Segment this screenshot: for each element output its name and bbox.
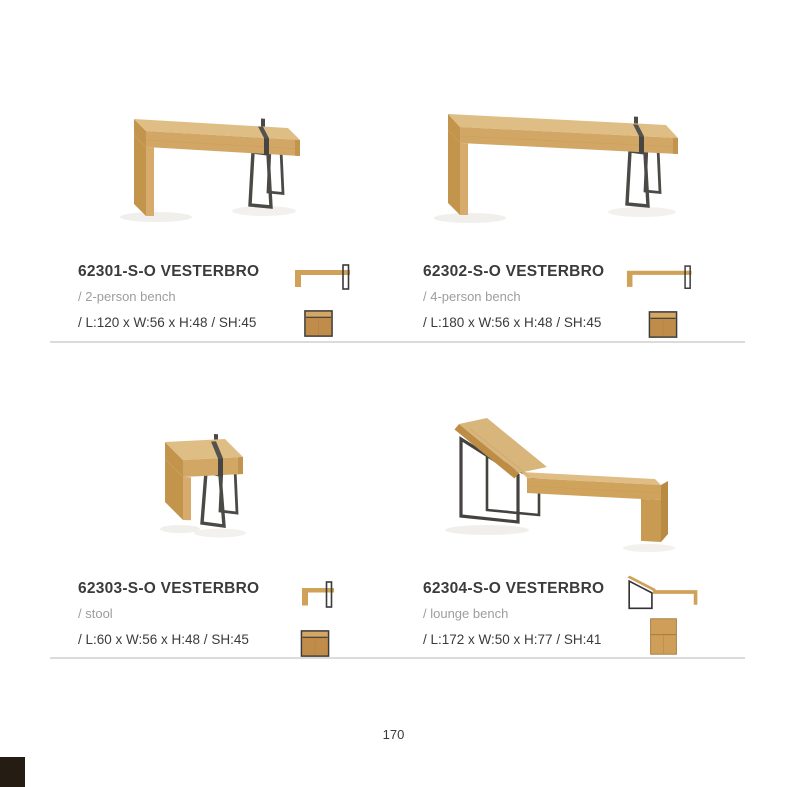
product-code: 62304-S-O VESTERBRO: [423, 580, 605, 597]
section-divider: [50, 657, 745, 659]
product-type: / 4-person bench: [423, 289, 521, 304]
lounge-bench-photo: [421, 412, 701, 557]
product-code: 62303-S-O VESTERBRO: [78, 580, 260, 597]
product-dimensions: / L:60 x W:56 x H:48 / SH:45: [78, 632, 249, 647]
page-corner-mark: [0, 757, 25, 787]
product-dimensions: / L:120 x W:56 x H:48 / SH:45: [78, 315, 257, 330]
product-type: / 2-person bench: [78, 289, 176, 304]
product-dimensions: / L:180 x W:56 x H:48 / SH:45: [423, 315, 602, 330]
bench-front-view-icon: [648, 311, 678, 338]
product-code: 62301-S-O VESTERBRO: [78, 263, 260, 280]
product-type: / stool: [78, 606, 113, 621]
page-number: 170: [382, 727, 405, 742]
lounge-front-view-icon: [650, 618, 677, 655]
stool-front-view-icon: [299, 630, 331, 657]
product-dimensions: / L:172 x W:50 x H:77 / SH:41: [423, 632, 602, 647]
product-code: 62302-S-O VESTERBRO: [423, 263, 605, 280]
bench-2p-photo: [112, 102, 327, 232]
stool-photo: [150, 422, 282, 550]
bench-4p-photo: [428, 98, 696, 233]
product-type: / lounge bench: [423, 606, 509, 621]
lounge-side-view-icon: [621, 572, 701, 612]
bench-side-view-icon: [626, 264, 698, 294]
section-divider: [50, 341, 745, 343]
bench-front-view-icon: [304, 310, 333, 337]
stool-side-view-icon: [301, 581, 341, 613]
bench-side-view-icon: [294, 264, 356, 294]
